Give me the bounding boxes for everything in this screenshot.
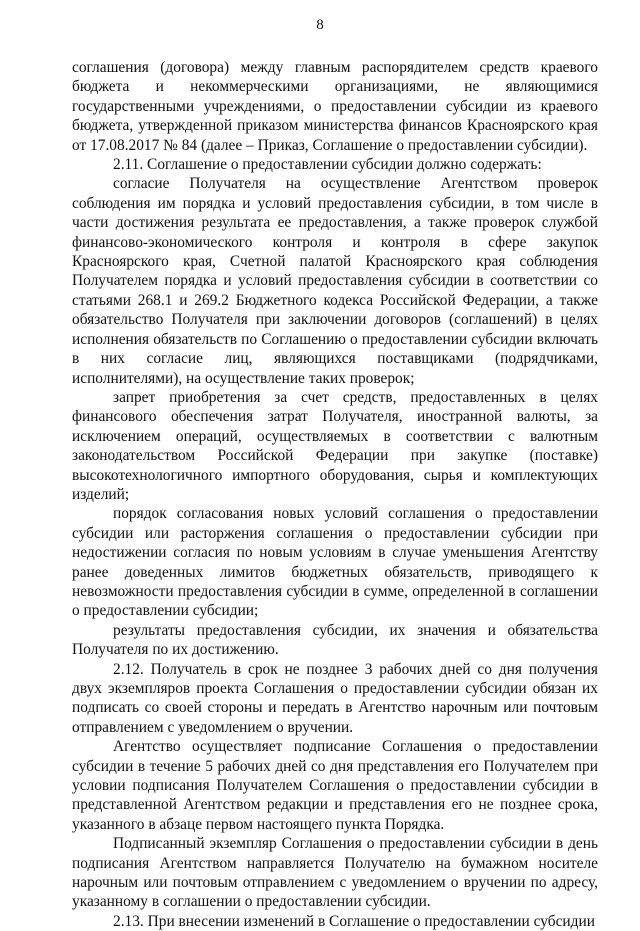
paragraph: результаты предоставления субсидии, их значения и обязательства Получателя по их достижению. [72,621,598,659]
paragraph: 2.11. Соглашение о предоставлении субсидии должно содержать: [113,156,542,174]
paragraph: запрет приобретения за счет средств, предоставленных в целях финансового обеспечения затрат Получателя, иностранной валюты, за исключением операций, осуществляемых в соответствии с валютным законодательством Российской Федерации при закупке (поставке) высокотехнологичного импортного оборудования, сырья и комплектующих изделий; [72,388,598,503]
paragraph: Подписанный экземпляр Соглашения о предоставлении субсидии в день подписания Агентством направляется Получателю на бумажном носителе нарочным или почтовым отправлением с уведомлением о вручении по адресу, указанному в соглашении о предоставлении субсидии. [72,835,598,911]
document-body [72,58,598,931]
paragraph: согласие Получателя на осуществление Агентством проверок соблюдения им порядка и условий предоставления субсидии, в том числе в части достижения результата ее предоставления, а также проверок службой финансово-экономического контроля и контроля в сфере закупок Красноярского края, Счетной палатой Красноярского края соблюдения Получателем порядка и условий предоставления субсидии в соответствии со статьями 268.1 и 269.2 Бюджетного кодекса Российской Федерации, а также обязательство Получателя при заключении договоров (соглашений) в целях исполнения обязательств по Соглашению о предоставлении субсидии включать в них согласие лиц, являющихся поставщиками (подрядчиками, исполнителями), на осуществление таких проверок; [72,175,598,387]
paragraph: порядок согласования новых условий соглашения о предоставлении субсидии или расторжения соглашения о предоставлении субсидии при недостижении согласия по новым условиям в случае уменьшения Агентству ранее доведенных лимитов бюджетных обязательств, приводящего к невозможности предоставления субсидии в сумме, определенной в соглашении о предоставлении субсидии; [72,505,598,620]
paragraph: соглашения (договора) между главным распорядителем средств краевого бюджета и некоммерческими организациями, не являющимися государственными учреждениями, о предоставлении субсидии из краевого бюджета, утвержденной приказом министерства финансов Красноярского края от 17.08.2017 № 84 (далее – Приказ, Соглашение о предоставлении субсидии). [72,59,598,154]
page-number: 8 [316,17,324,33]
paragraph: Агентство осуществляет подписание Соглашения о предоставлении субсидии в течение 5 рабочих дней со дня представления его Получателем при условии подписания Получателем Соглашения о предоставлении субсидии в представленной Агентством редакции и представления его не позднее срока, указанного в абзаце первом настоящего пункта Порядка. [72,738,598,833]
paragraph: 2.13. При внесении изменений в Соглашение о предоставлении субсидии [113,912,595,930]
paragraph: 2.12. Получатель в срок не позднее 3 рабочих дней со дня получения двух экземпляров проекта Соглашения о предоставлении субсидии обязан их подписать со своей стороны и передать в Агентство нарочным или почтовым отправлением с уведомлением о вручении. [72,660,598,736]
